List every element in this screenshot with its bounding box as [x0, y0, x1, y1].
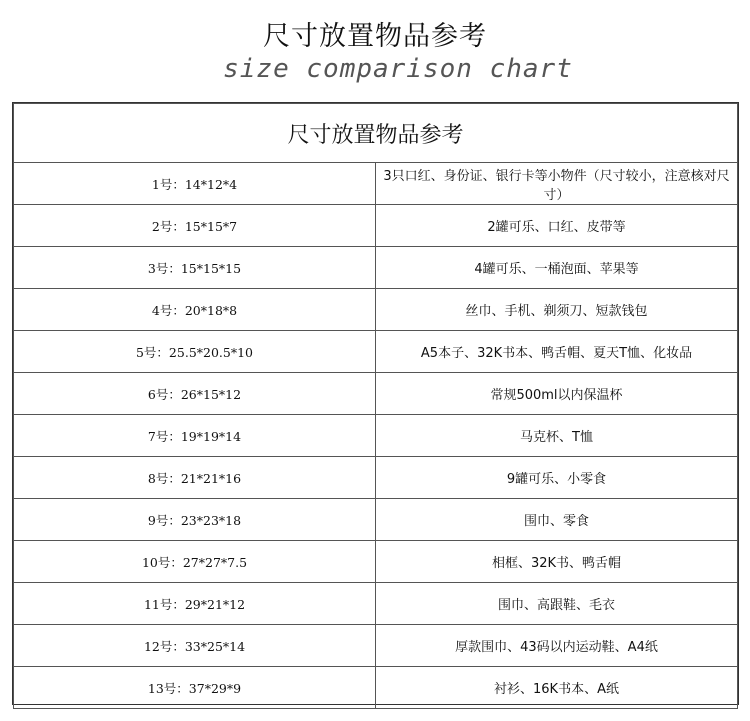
- size-cell: 10号：27*27*7.5: [14, 541, 376, 583]
- size-cell: 7号：19*19*14: [14, 415, 376, 457]
- table-row: [14, 415, 738, 457]
- items-cell: 衬衫、16K书本、A纸: [376, 667, 738, 709]
- size-cell: 2号：15*15*7: [14, 205, 376, 247]
- table-row: [14, 541, 738, 583]
- items-cell: 4罐可乐、一桶泡面、苹果等: [376, 247, 738, 289]
- items-cell: 厚款围巾、43码以内运动鞋、A4纸: [376, 625, 738, 667]
- size-cell: 3号：15*15*15: [14, 247, 376, 289]
- table-row: [14, 583, 738, 625]
- items-cell: 2罐可乐、口红、皮带等: [376, 205, 738, 247]
- size-table-grid: [13, 103, 738, 709]
- items-cell: 围巾、高跟鞋、毛衣: [376, 583, 738, 625]
- items-cell: 马克杯、T恤: [376, 415, 738, 457]
- size-cell: 1号：14*12*4: [14, 163, 376, 205]
- table-row: [14, 457, 738, 499]
- items-cell: 3只口红、身份证、银行卡等小物件（尺寸较小，注意核对尺寸）: [376, 163, 738, 205]
- size-cell: 4号：20*18*8: [14, 289, 376, 331]
- items-cell: A5本子、32K书本、鸭舌帽、夏天T恤、化妆品: [376, 331, 738, 373]
- size-cell: 8号：21*21*16: [14, 457, 376, 499]
- table-row: [14, 331, 738, 373]
- size-cell: 13号：37*29*9: [14, 667, 376, 709]
- size-cell: 9号：23*23*18: [14, 499, 376, 541]
- table-row: [14, 163, 738, 205]
- table-row: [14, 289, 738, 331]
- items-cell: 围巾、零食: [376, 499, 738, 541]
- table-row: [14, 373, 738, 415]
- table-row: [14, 499, 738, 541]
- size-cell: 11号：29*21*12: [14, 583, 376, 625]
- size-cell: 6号：26*15*12: [14, 373, 376, 415]
- items-cell: 常规500ml以内保温杯: [376, 373, 738, 415]
- items-cell: 丝巾、手机、剃须刀、短款钱包: [376, 289, 738, 331]
- table-row: [14, 667, 738, 709]
- items-cell: 9罐可乐、小零食: [376, 457, 738, 499]
- size-table: [12, 102, 739, 705]
- table-title: 尺寸放置物品参考: [14, 104, 738, 163]
- size-cell: 5号：25.5*20.5*10: [14, 331, 376, 373]
- items-cell: 相框、32K书、鸭舌帽: [376, 541, 738, 583]
- table-row: [14, 625, 738, 667]
- size-cell: 12号：33*25*14: [14, 625, 376, 667]
- page-title: 尺寸放置物品参考: [263, 21, 487, 52]
- table-row: [14, 247, 738, 289]
- page-subtitle: size comparison chart: [223, 54, 573, 84]
- table-row: [14, 205, 738, 247]
